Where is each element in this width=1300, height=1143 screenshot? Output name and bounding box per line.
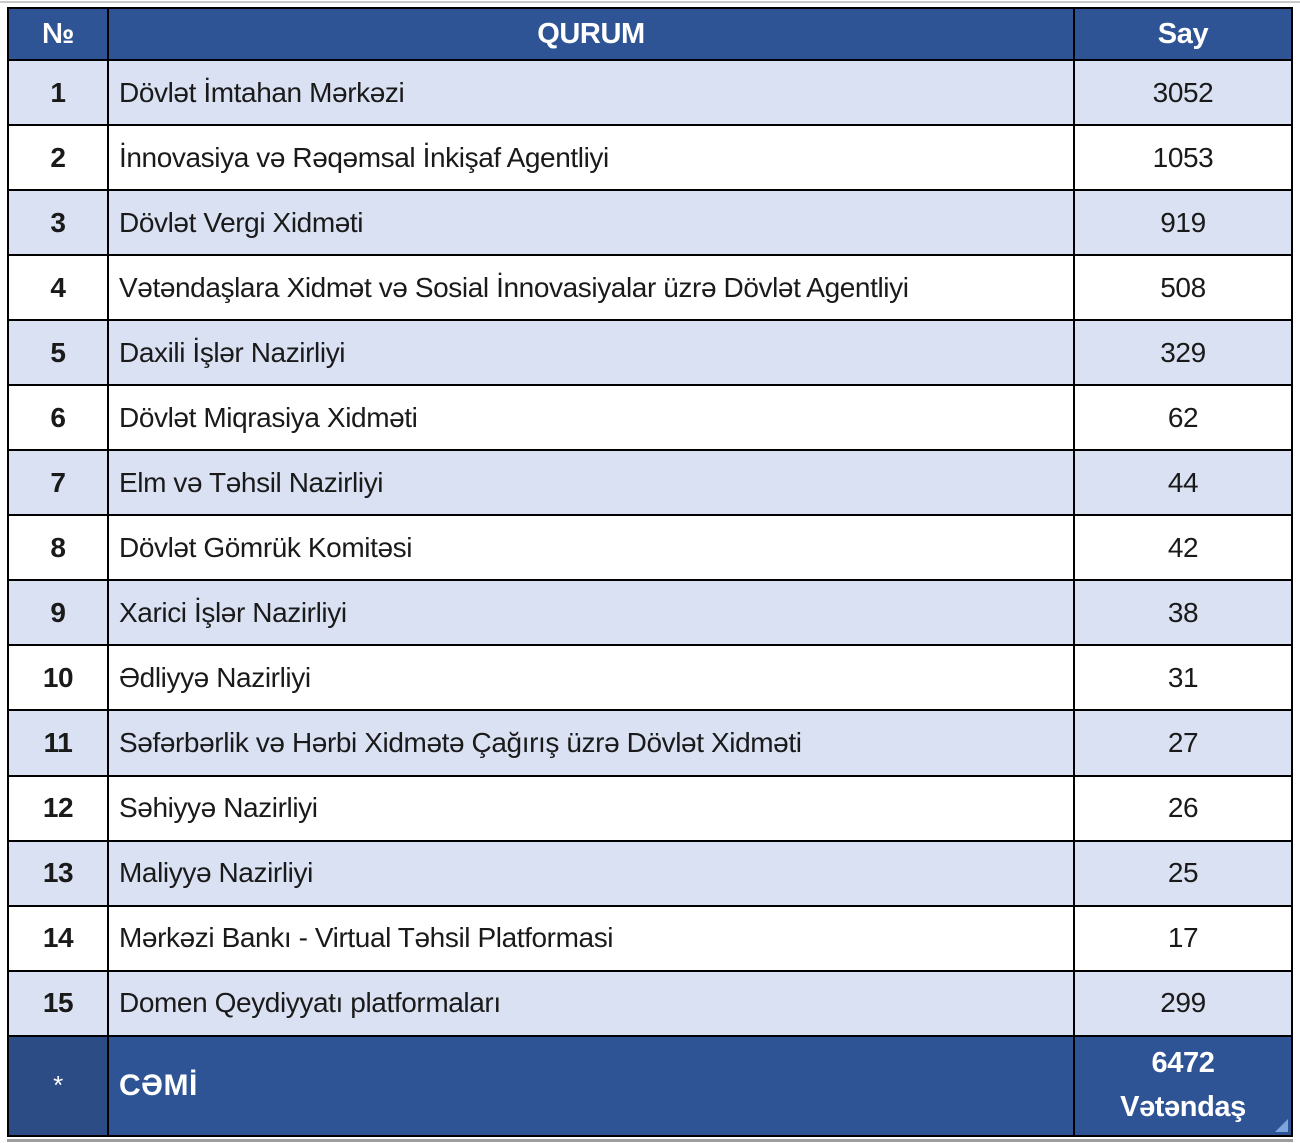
table-row [8, 580, 1292, 645]
qurum-cell: Maliyyə Nazirliyi [108, 841, 1074, 906]
say-cell: 31 [1074, 645, 1292, 710]
table-row [8, 255, 1292, 320]
say-cell: 62 [1074, 385, 1292, 450]
row-number-cell: 7 [8, 450, 108, 515]
row-number-cell: 6 [8, 385, 108, 450]
say-cell: 25 [1074, 841, 1292, 906]
column-header-qurum: QURUM [108, 8, 1074, 60]
screenshot-top-gridline-artifact [0, 1, 1300, 3]
row-number-cell: 15 [8, 971, 108, 1036]
row-number-cell: 8 [8, 515, 108, 580]
cell-corner-marker-icon [1275, 1119, 1288, 1132]
table-row [8, 515, 1292, 580]
qurum-cell: Dövlət Gömrük Komitəsi [108, 515, 1074, 580]
table-row [8, 645, 1292, 710]
total-row [8, 1036, 1292, 1136]
total-value-cell [1074, 1036, 1292, 1136]
qurum-cell: Daxili İşlər Nazirliyi [108, 320, 1074, 385]
say-cell: 329 [1074, 320, 1292, 385]
table-body [8, 60, 1292, 1136]
row-number-cell: 10 [8, 645, 108, 710]
report-table [7, 7, 1293, 1137]
row-number-cell: 9 [8, 580, 108, 645]
qurum-cell: Mərkəzi Bankı - Virtual Təhsil Platformasi [108, 906, 1074, 971]
table-row [8, 710, 1292, 775]
table-row [8, 450, 1292, 515]
total-asterisk-cell: * [8, 1036, 108, 1136]
table-row [8, 841, 1292, 906]
qurum-cell: Xarici İşlər Nazirliyi [108, 580, 1074, 645]
say-cell: 1053 [1074, 125, 1292, 190]
row-number-cell: 4 [8, 255, 108, 320]
table-row [8, 125, 1292, 190]
table-header [8, 8, 1292, 60]
table-row [8, 906, 1292, 971]
qurum-cell: Ədliyyə Nazirliyi [108, 645, 1074, 710]
row-number-cell: 14 [8, 906, 108, 971]
say-cell: 3052 [1074, 60, 1292, 125]
say-cell: 508 [1074, 255, 1292, 320]
say-cell: 44 [1074, 450, 1292, 515]
table-row [8, 60, 1292, 125]
row-number-cell: 13 [8, 841, 108, 906]
qurum-cell: Domen Qeydiyyatı platformaları [108, 971, 1074, 1036]
row-number-cell: 1 [8, 60, 108, 125]
table-row [8, 190, 1292, 255]
qurum-cell: Dövlət İmtahan Mərkəzi [108, 60, 1074, 125]
table-row [8, 385, 1292, 450]
qurum-cell: Dövlət Vergi Xidməti [108, 190, 1074, 255]
table-row [8, 971, 1292, 1036]
row-number-cell: 3 [8, 190, 108, 255]
row-number-cell: 2 [8, 125, 108, 190]
qurum-cell: Dövlət Miqrasiya Xidməti [108, 385, 1074, 450]
total-label-cell: CƏMİ [108, 1036, 1074, 1136]
header-row [8, 8, 1292, 60]
say-cell: 27 [1074, 710, 1292, 775]
say-cell: 38 [1074, 580, 1292, 645]
table-row [8, 320, 1292, 385]
say-cell: 42 [1074, 515, 1292, 580]
qurum-cell: İnnovasiya və Rəqəmsal İnkişaf Agentliyi [108, 125, 1074, 190]
column-header-say: Say [1074, 8, 1292, 60]
qurum-cell: Elm və Təhsil Nazirliyi [108, 450, 1074, 515]
total-value: 6472 [1151, 1047, 1215, 1080]
qurum-cell: Vətəndaşlara Xidmət və Sosial İnnovasiyalar üzrə Dövlət Agentliyi [108, 255, 1074, 320]
spreadsheet-table-container [7, 7, 1293, 1137]
qurum-cell: Səhiyyə Nazirliyi [108, 776, 1074, 841]
row-number-cell: 12 [8, 776, 108, 841]
table-row [8, 776, 1292, 841]
say-cell: 17 [1074, 906, 1292, 971]
say-cell: 26 [1074, 776, 1292, 841]
qurum-cell: Səfərbərlik və Hərbi Xidmətə Çağırış üzrə Dövlət Xidməti [108, 710, 1074, 775]
screenshot-bottom-shadow-artifact [7, 1139, 1293, 1142]
say-cell: 299 [1074, 971, 1292, 1036]
column-header-num: № [8, 8, 108, 60]
total-unit: Vətəndaş [1120, 1090, 1246, 1123]
say-cell: 919 [1074, 190, 1292, 255]
row-number-cell: 5 [8, 320, 108, 385]
row-number-cell: 11 [8, 710, 108, 775]
